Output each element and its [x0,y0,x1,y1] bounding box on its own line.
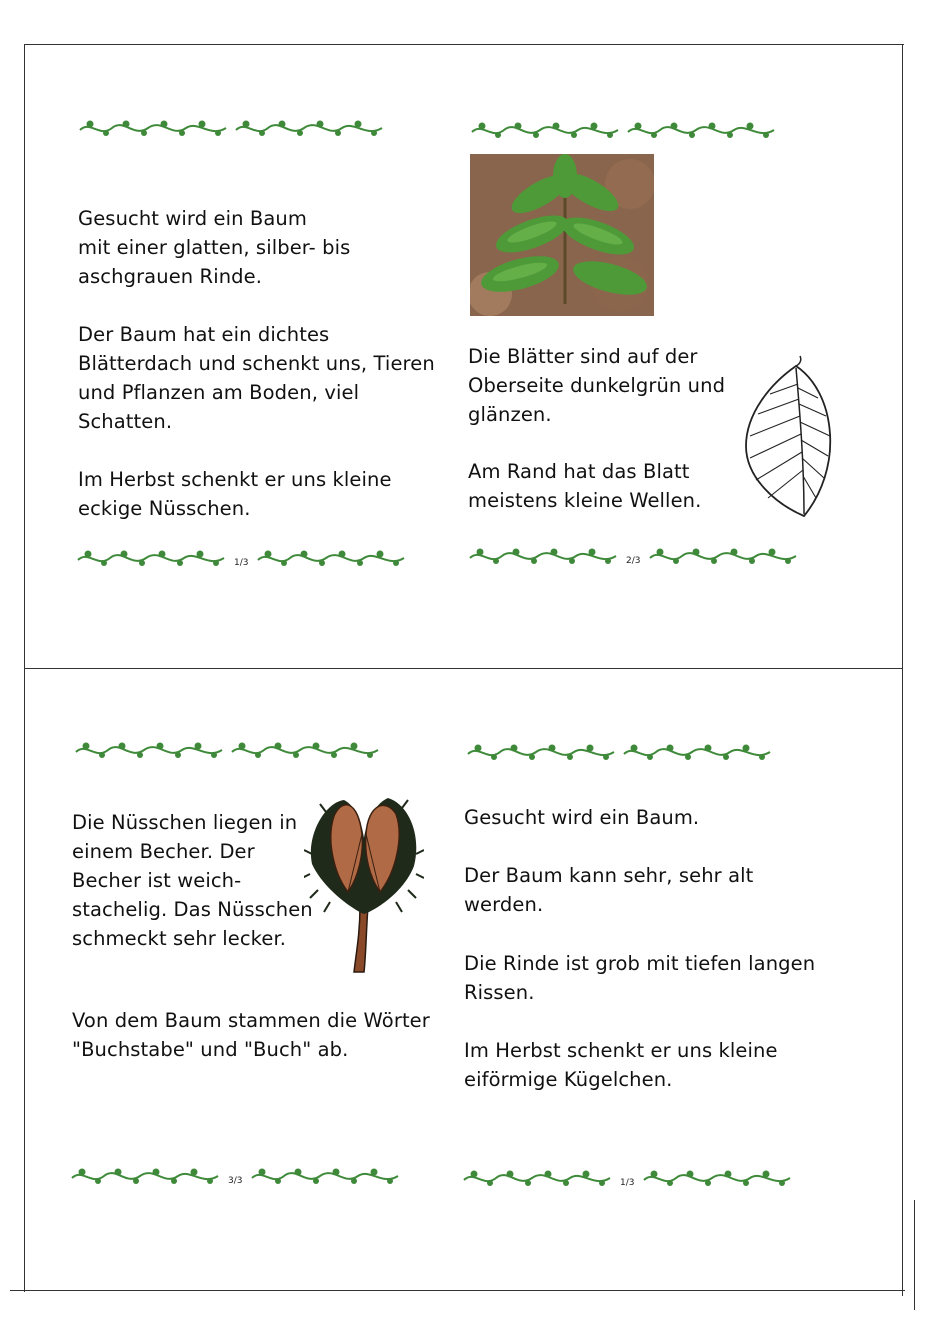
vine-ornament-icon [462,1166,612,1190]
page-number: 1/3 [620,1178,635,1188]
card2-paragraph-2: Am Rand hat das Blatt meistens kleine Wellen. [468,460,702,512]
card3-paragraph-1: Die Nüsschen liegen in einem Becher. Der Becher ist weich- stachelig. Das Nüsschen schmeckt sehr lecker. [72,811,313,950]
page-number: 3/3 [228,1176,243,1186]
card4-paragraph-3: Die Rinde ist grob mit tiefen langen Rissen. [464,952,816,1004]
card4-paragraph-2: Der Baum kann sehr, sehr alt werden. [464,864,754,916]
vine-ornament-icon [626,118,776,142]
vine-ornament-icon [642,1166,792,1190]
card4-paragraph-1: Gesucht wird ein Baum. [464,806,700,829]
card4-paragraph-4: Im Herbst schenkt er uns kleine eiförmige Kügelchen. [464,1039,778,1091]
vine-ornament-icon [470,118,620,142]
beechnut-cup-drawing [304,794,424,976]
beech-leaves-photo [470,154,654,316]
vine-border-bottom [76,546,406,570]
vine-ornament-icon [78,116,228,140]
cut-line-right-outer [914,1200,915,1310]
vine-border-top [74,738,380,762]
vine-ornament-icon [466,740,616,764]
card1-paragraph-3: Im Herbst schenkt er uns kleine eckige Nüsschen. [78,468,392,520]
vine-border-top [470,118,776,142]
cut-line-top [24,44,904,45]
card1-paragraph-2: Der Baum hat ein dichtes Blätterdach und schenkt uns, Tieren und Pflanzen am Boden, viel Schatten. [78,323,435,433]
cut-line-middle [24,668,902,669]
vine-ornament-icon [648,544,798,568]
vine-ornament-icon [234,116,384,140]
vine-ornament-icon [468,544,618,568]
vine-border-bottom [468,544,798,568]
vine-border-top [466,740,772,764]
vine-ornament-icon [74,738,224,762]
vine-ornament-icon [70,1164,220,1188]
cut-line-right [902,44,903,1296]
vine-ornament-icon [256,546,406,570]
card2-paragraph-1: Die Blätter sind auf der Oberseite dunkelgrün und glänzen. [468,345,726,426]
vine-border-top [78,116,384,140]
page-number: 1/3 [234,558,249,568]
vine-ornament-icon [76,546,226,570]
cut-line-bottom [10,1290,905,1291]
beech-leaf-drawing [742,354,834,520]
card1-paragraph-1: Gesucht wird ein Baum mit einer glatten, silber- bis aschgrauen Rinde. [78,207,351,288]
vine-border-bottom [70,1164,400,1188]
vine-ornament-icon [250,1164,400,1188]
vine-ornament-icon [230,738,380,762]
page-number: 2/3 [626,556,641,566]
vine-ornament-icon [622,740,772,764]
card3-paragraph-2: Von dem Baum stammen die Wörter "Buchstabe" und "Buch" ab. [72,1009,430,1061]
vine-border-bottom [462,1166,792,1190]
